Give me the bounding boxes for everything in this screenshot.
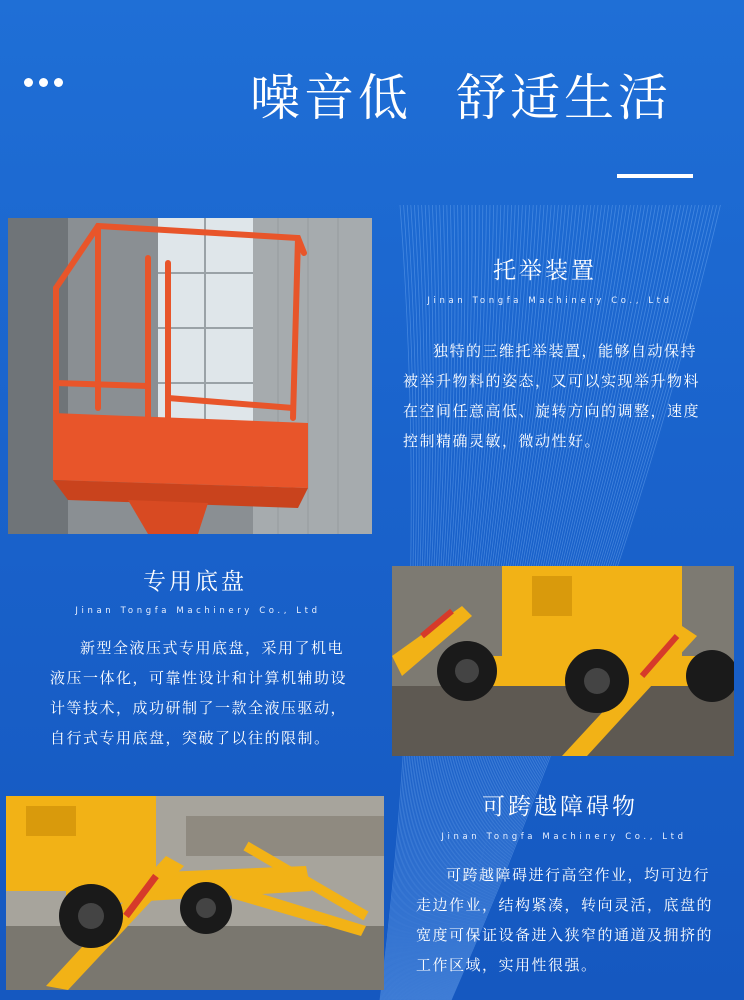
section-2-title: 专用底盘 [143, 569, 247, 595]
section-3-subtitle: Jinan Tongfa Machinery Co., Ltd [441, 832, 687, 842]
section-1-body: 独特的三维托举装置，能够自动保持被举升物料的姿态，又可以实现举升物料在空间任意高低、旋转方向的调整，速度控制精确灵敏，微动性好。 [403, 342, 701, 450]
headline-underline [617, 174, 693, 178]
headline-part-1: 噪音低 [250, 69, 412, 127]
photo-special-chassis [392, 566, 734, 756]
page-headline [250, 58, 730, 130]
photo-obstacle-crossing [6, 796, 384, 990]
section-3-body: 可跨越障碍进行高空作业，均可边行走边作业，结构紧凑，转向灵活，底盘的宽度可保证设备进入狭窄的通道及拥挤的工作区域，实用性很强。 [416, 866, 714, 974]
photo-lifting-platform [8, 218, 372, 534]
section-3-title: 可跨越障碍物 [482, 794, 638, 820]
more-dots-icon [24, 78, 63, 87]
headline-part-2: 舒适生活 [456, 69, 672, 127]
section-1-subtitle: Jinan Tongfa Machinery Co., Ltd [427, 296, 673, 306]
section-1-title: 托举装置 [493, 258, 597, 284]
section-2-subtitle: Jinan Tongfa Machinery Co., Ltd [75, 606, 321, 616]
section-2-body: 新型全液压式专用底盘，采用了机电液压一体化，可靠性设计和计算机辅助设计等技术，成功研制了一款全液压驱动，自行式专用底盘，突破了以往的限制。 [50, 639, 348, 747]
